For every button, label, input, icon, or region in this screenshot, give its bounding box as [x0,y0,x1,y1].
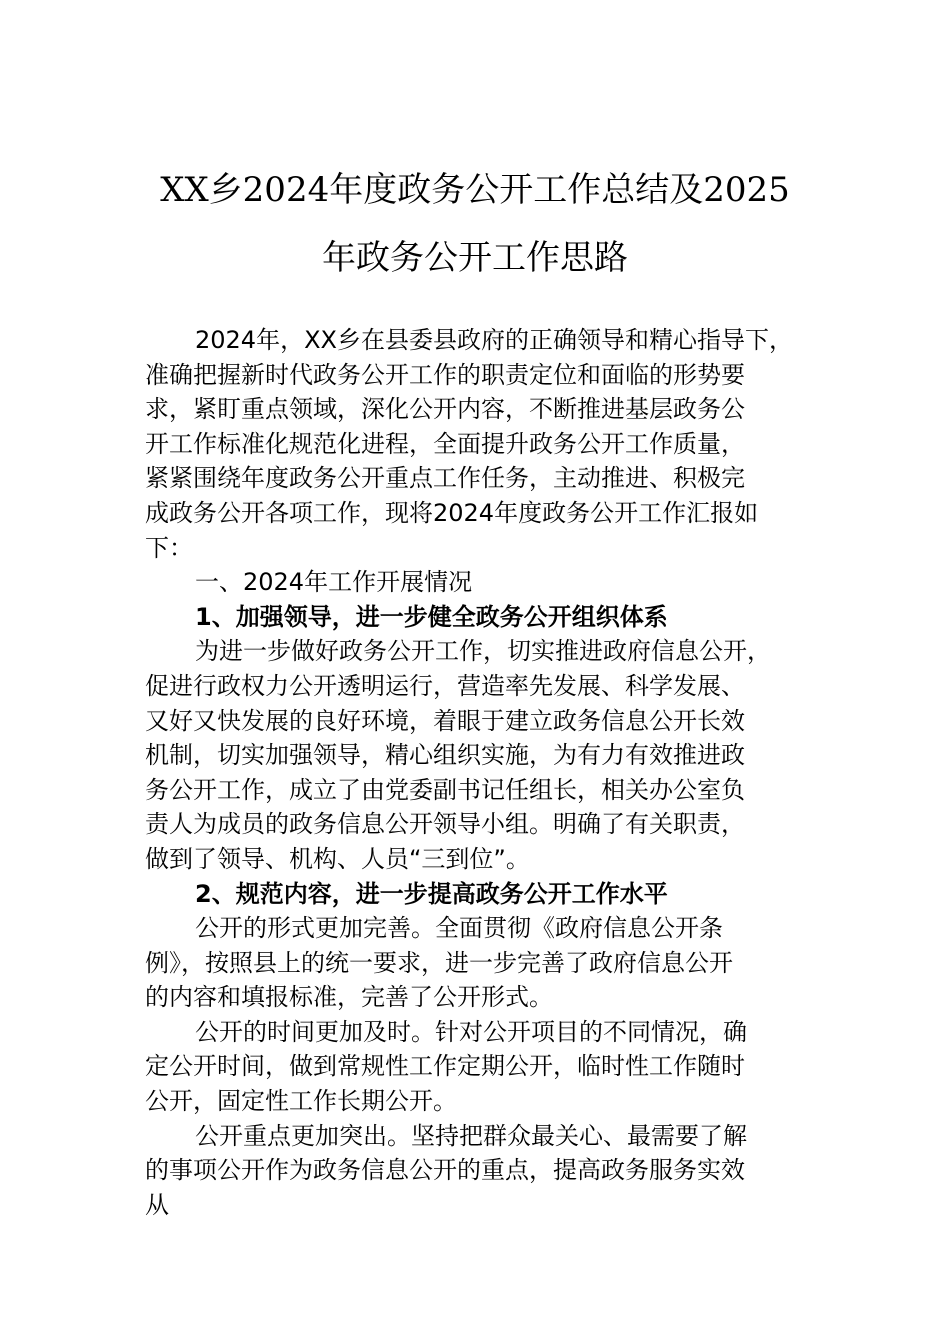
paragraph-line: 公开的时间更加及时。针对公开项目的不同情况，确 [195,1017,747,1046]
paragraph-line: 的事项公开作为政务信息公开的重点，提高政务服务实效 [145,1156,745,1185]
paragraph-line: 公开重点更加突出。坚持把群众最关心、最需要了解 [195,1121,747,1150]
paragraph-line: 公开的形式更加完善。全面贯彻《政府信息公开条 [195,914,723,943]
paragraph-line: 定公开时间，做到常规性工作定期公开，临时性工作随时 [145,1052,745,1081]
paragraph-line: 又好又快发展的良好环境，着眼于建立政务信息公开长效 [145,706,745,735]
paragraph-line: 责人为成员的政务信息公开领导小组。明确了有关职责， [145,810,745,839]
paragraph-line: 公开，固定性工作长期公开。 [145,1087,457,1116]
paragraph-line: 做到了领导、机构、人员“三到位”。 [145,844,530,873]
paragraph-line: 务公开工作，成立了由党委副书记任组长，相关办公室负 [145,775,745,804]
paragraph-line: 2024年，XX乡在县委县政府的正确领导和精心指导下， [195,326,793,354]
paragraph-line: 为进一步做好政务公开工作，切实推进政府信息公开， [195,637,771,666]
paragraph-line: 机制，切实加强领导，精心组织实施，为有力有效推进政 [145,741,745,770]
paragraph-line: 从 [145,1190,169,1219]
paragraph-line: 成政务公开各项工作，现将2024年度政务公开工作汇报如 [145,498,759,527]
paragraph-line: 的内容和填报标准，完善了公开形式。 [145,983,553,1012]
document-title-line-2: 年政务公开工作思路 [322,238,628,278]
paragraph-line: 准确把握新时代政务公开工作的职责定位和面临的形势要 [145,360,745,389]
document-body [145,323,815,1222]
document-title-line-1: XX乡2024年度政务公开工作总结及2025 [160,170,790,210]
paragraph-line: 求，紧盯重点领域，深化公开内容，不断推进基层政务公 [145,395,745,424]
section-heading-line: 1、加强领导，进一步健全政务公开组织体系 [195,602,668,631]
paragraph-line: 一、2024年工作开展情况 [195,568,473,597]
paragraph-line: 促进行政权力公开透明运行，营造率先发展、科学发展、 [145,671,745,700]
section-heading-line: 2、规范内容，进一步提高政务公开工作水平 [195,879,668,908]
paragraph-line: 例》，按照县上的统一要求，进一步完善了政府信息公开 [145,948,733,977]
paragraph-line: 下： [145,533,193,562]
paragraph-line: 紧紧围绕年度政务公开重点工作任务，主动推进、积极完 [145,464,745,493]
paragraph-line: 开工作标准化规范化进程，全面提升政务公开工作质量， [145,429,745,458]
